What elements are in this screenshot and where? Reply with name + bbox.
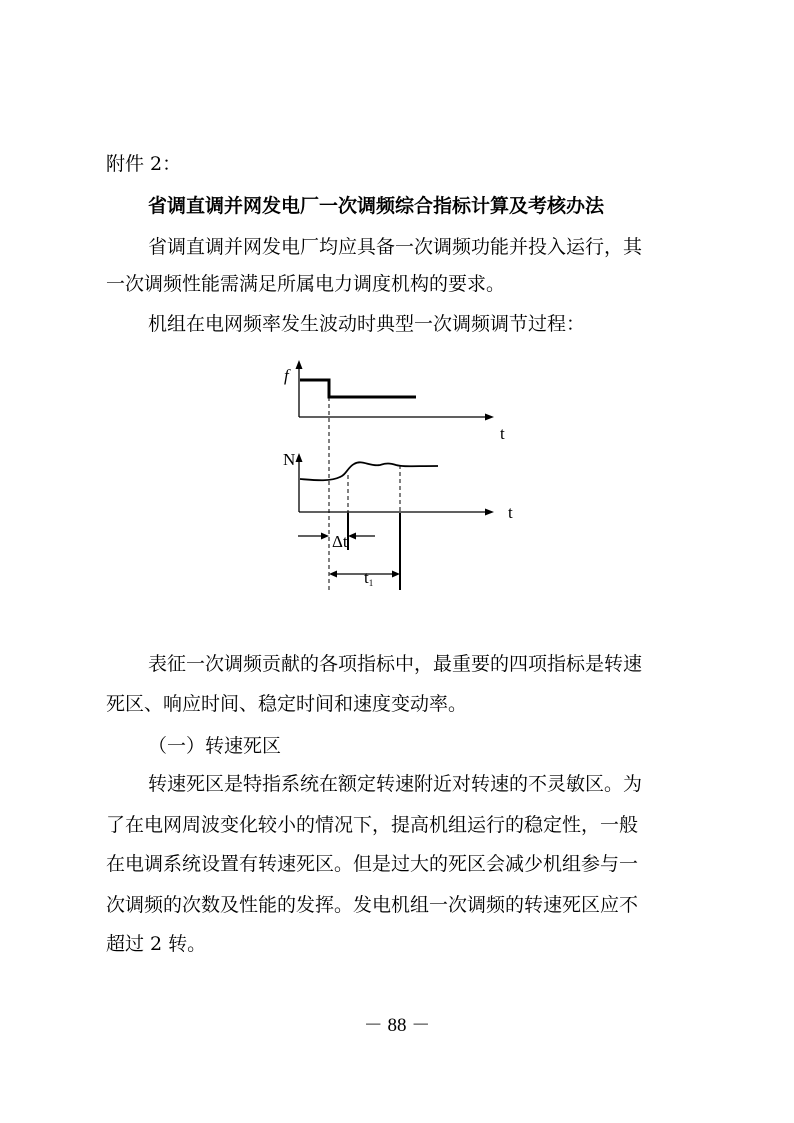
n-axis-horizontal-arrow [485,509,494,516]
intro-line-3: 机组在电网频率发生波动时典型一次调频调节过程： [148,313,586,335]
para2-line-5: 超过 2 转。 [106,933,207,955]
f-axis-horizontal-arrow [485,414,494,421]
f-axis-label: f [284,366,289,385]
t1-label-subscript: 1 [368,578,374,588]
delta-t-right-arrowhead [348,533,356,540]
section-heading-speed-deadband: （一）转速死区 [148,735,282,757]
para2-line-2: 了在电网周波变化较小的情况下，提高机组运行的稳定性，一般 [106,814,639,836]
t-axis-label-top: t [500,424,505,443]
t1-right-arrowhead [392,571,400,578]
para2-line-4: 次调频的次数及性能的发挥。发电机组一次调频的转速死区应不 [106,894,639,916]
n-axis-arrow [296,453,303,462]
t-axis-label-bottom: t [508,503,513,522]
f-axis-arrow [296,360,303,369]
para1-line-1: 表征一次调频贡献的各项指标中，最重要的四项指标是转速 [148,653,643,675]
intro-line-1: 省调直调并网发电厂均应具备一次调频功能并投入运行，其 [148,236,643,258]
t1-left-arrowhead [329,571,337,578]
n-axis-label: N [283,450,296,469]
delta-t-label: Δt [332,532,348,551]
speed-response-curve [300,462,438,480]
document-title: 省调直调并网发电厂一次调频综合指标计算及考核办法 [148,195,605,217]
t1-label-main: t [364,568,369,587]
para2-line-3: 在电调系统设置有转速死区。但是过大的死区会减少机组参与一 [106,853,639,875]
t1-label [364,568,373,588]
frequency-regulation-diagram [278,355,538,595]
para1-line-2: 死区、响应时间、稳定时间和速度变动率。 [106,693,468,715]
para2-line-1: 转速死区是特指系统在额定转速附近对转速的不灵敏区。为 [148,773,643,795]
intro-line-2: 一次调频性能需满足所属电力调度机构的要求。 [106,273,506,295]
frequency-step-line [300,380,416,397]
attachment-label: 附件 2： [106,153,182,175]
page-number: － 88 － [363,1015,431,1036]
delta-t-left-arrowhead [321,533,329,540]
